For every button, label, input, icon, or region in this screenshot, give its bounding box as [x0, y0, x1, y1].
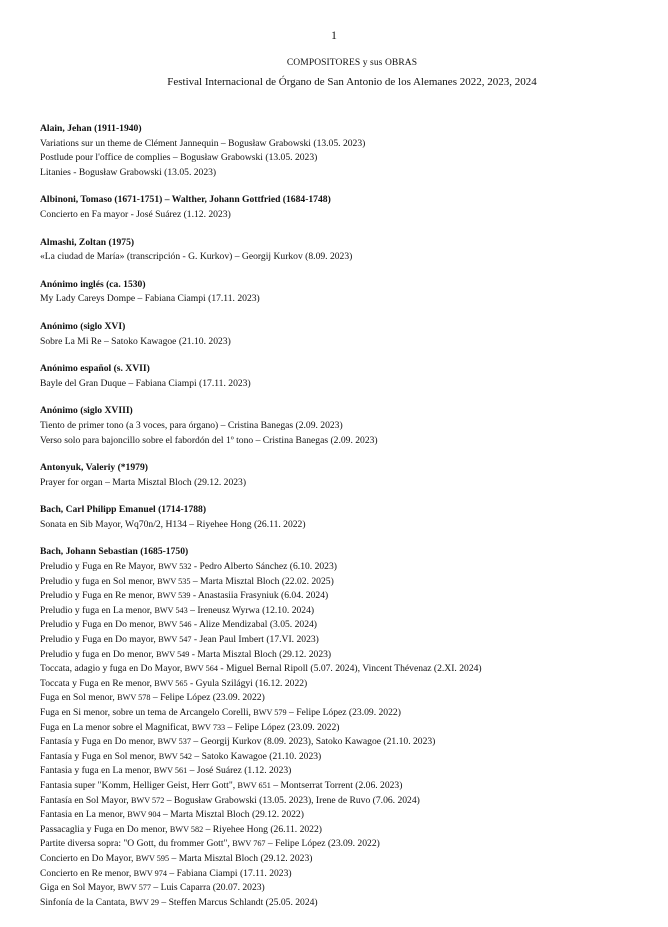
work-title: Prayer for organ – Marta Misztal Bloch (29.12. 2023)	[40, 476, 247, 488]
performer-and-date: – Felipe López (23.09. 2022)	[265, 838, 380, 850]
bwv-number: BWV 543	[154, 605, 188, 615]
work-title: Preludio y Fuga en Do mayor,	[40, 634, 159, 646]
bwv-number: BWV 595	[135, 853, 170, 863]
performer-and-date: – Riyehee Hong (26.11. 2022)	[203, 823, 322, 835]
work-title: Fantasía y Fuga en Do menor,	[40, 736, 158, 748]
work-line	[40, 476, 628, 491]
bwv-number: BWV 578	[117, 693, 151, 703]
work-line	[40, 691, 628, 706]
work-line	[40, 250, 628, 265]
work-title: Sinfonía de la Cantata,	[40, 896, 130, 908]
bwv-number: BWV 549	[156, 649, 190, 659]
work-title: Toccata, adagio y fuga en Do Mayor,	[40, 663, 185, 675]
work-title: Preludio y fuga en Do menor,	[40, 648, 157, 660]
work-title: Preludio y fuga en La menor,	[40, 604, 155, 616]
bwv-number: BWV 767	[232, 839, 266, 849]
bwv-number: BWV 579	[253, 708, 287, 717]
bwv-number: BWV 565	[154, 678, 188, 688]
composer-entry	[40, 236, 628, 265]
composer-entry	[40, 122, 628, 180]
work-title: Concierto en Re menor,	[40, 867, 134, 879]
bwv-number: BWV 539	[157, 591, 191, 601]
work-title: Preludio y Fuga en Re Mayor,	[40, 561, 159, 573]
performer-and-date: – Satoko Kawagoe (21.10. 2023)	[192, 750, 322, 762]
work-line	[40, 881, 628, 896]
performer-and-date: – Montserrat Torrent (2.06. 2023)	[270, 779, 403, 791]
work-title: Fantasía en Sol Mayor,	[40, 794, 132, 806]
work-line	[40, 419, 628, 434]
work-title: Fuga en Sol menor,	[40, 692, 118, 704]
composer-name: Alain, Jehan (1911-1940)	[40, 123, 142, 134]
performer-and-date: – José Suárez (1.12. 2023)	[187, 765, 292, 777]
document-header-subtitle: Festival Internacional de Órgano de San Antonio de los Alemanes 2022, 2023, 2024	[167, 76, 537, 88]
performer-and-date: – Marta Misztal Bloch (22.02. 2025)	[190, 575, 334, 587]
composer-entry	[40, 278, 628, 307]
work-line	[40, 677, 628, 692]
work-title: Partite diversa sopra: "O Gott, du frommer Gott",	[40, 838, 233, 850]
work-title: Fuga en La menor sobre el Magnificat,	[40, 721, 192, 733]
bwv-number: BWV 532	[158, 562, 192, 572]
work-line	[40, 292, 628, 307]
work-title: Sobre La Mi Re – Satoko Kawagoe (21.10. 2023)	[40, 335, 231, 347]
performer-and-date: – Felipe López (23.09. 2022)	[225, 721, 340, 733]
work-line	[40, 166, 628, 181]
work-title: Fantasia super "Komm, Helliger Geist, Herr Gott",	[40, 779, 238, 791]
work-line	[40, 137, 628, 152]
work-line	[40, 764, 628, 779]
composer-list	[40, 122, 628, 910]
composer-entry	[40, 362, 628, 391]
performer-and-date: – Felipe López (23.09. 2022)	[286, 707, 401, 718]
work-line	[40, 867, 628, 882]
bwv-number: BWV 561	[153, 766, 188, 776]
work-title: Toccata y Fuga en Re menor,	[40, 677, 155, 689]
work-line	[40, 377, 628, 392]
work-line	[40, 604, 628, 619]
performer-and-date: – Ireneusz Wyrwa (12.10. 2024)	[187, 604, 315, 616]
work-title: Bayle del Gran Duque – Fabiana Ciampi (17.11. 2023)	[40, 377, 251, 389]
composer-name: Anónimo inglés (ca. 1530)	[40, 278, 146, 290]
composer-entry	[40, 503, 628, 532]
work-line	[40, 823, 628, 838]
performer-and-date: – Luis Caparra (20.07. 2023)	[150, 882, 265, 894]
performer-and-date: – Marta Misztal Bloch (29.12. 2023)	[169, 852, 313, 864]
work-line	[40, 852, 628, 867]
work-title: Preludio y Fuga en Do menor,	[40, 619, 159, 631]
work-line	[40, 896, 628, 911]
page-number: 1	[331, 30, 337, 42]
work-title: Concierto en Do Mayor,	[40, 852, 136, 864]
work-line	[40, 837, 628, 852]
performer-and-date: - Pedro Alberto Sánchez (6.10. 2023)	[191, 561, 337, 573]
composer-entry	[40, 320, 628, 349]
performer-and-date: – Bogusław Grabowski (13.05. 2023), Irene de Ruvo (7.06. 2024)	[164, 794, 420, 806]
performer-and-date: – Fabiana Ciampi (17.11. 2023)	[166, 867, 292, 879]
bwv-number: BWV 537	[157, 737, 191, 747]
bwv-number: BWV 733	[191, 722, 226, 732]
performer-and-date: - Gyula Szilágyi (16.12. 2022)	[187, 677, 308, 689]
bwv-number: BWV 974	[133, 868, 167, 878]
work-title: Sonata en Sib Mayor, Wq70n/2, H134 – Riyehee Hong (26.11. 2022)	[40, 518, 306, 530]
work-title: Fantasia y fuga en La menor,	[40, 765, 154, 777]
work-title: Giga en Sol Mayor,	[40, 882, 118, 894]
composer-name: Almashi, Zoltan (1975)	[40, 236, 135, 248]
work-line	[40, 560, 628, 575]
work-title: Litanies - Bogusław Grabowski (13.05. 2023)	[40, 166, 217, 178]
work-title: Passacaglia y Fuga en Do menor,	[40, 823, 170, 835]
bwv-number: BWV 546	[158, 620, 192, 630]
work-line	[40, 575, 628, 590]
work-line	[40, 794, 628, 809]
work-line	[40, 151, 628, 166]
work-title: «La ciudad de María» (transcripción - G. Kurkov) – Georgij Kurkov (8.09. 2023)	[40, 251, 353, 263]
work-title: Fuga en Si menor, sobre un tema de Arcangelo Corelli,	[40, 707, 254, 718]
work-title: Variations sur un theme de Clément Jannequin – Bogusław Grabowski (13.05. 2023)	[40, 137, 366, 149]
work-line	[40, 662, 628, 677]
work-line	[40, 618, 628, 633]
composer-entry	[40, 545, 628, 910]
work-title: Verso solo para bajoncillo sobre el fabordón del 1º tono – Cristina Banegas (2.09. 2023)	[40, 434, 378, 446]
performer-and-date: - Miguel Bernal Ripoll (5.07. 2024), Vincent Thévenaz (2.XI. 2024)	[217, 663, 482, 675]
work-title: Concierto en Fa mayor - José Suárez (1.12. 2023)	[40, 208, 231, 220]
work-line	[40, 750, 628, 765]
work-line	[40, 518, 628, 533]
work-line	[40, 589, 628, 604]
bwv-number: BWV 564	[184, 664, 218, 674]
performer-and-date: - Anastasiia Frasyniuk (6.04. 2024)	[190, 590, 329, 602]
bwv-number: BWV 572	[131, 795, 165, 805]
document-header-title: COMPOSITORES y sus OBRAS	[286, 58, 418, 68]
composer-name: Albinoni, Tomaso (1671-1751) – Walther, Johann Gottfried (1684-1748)	[40, 194, 331, 206]
work-title: Tiento de primer tono (a 3 voces, para órgano) – Cristina Banegas (2.09. 2023)	[40, 419, 343, 431]
work-title: Preludio y fuga en Sol menor,	[40, 575, 158, 587]
composer-name: Anónimo (siglo XVI)	[40, 320, 126, 332]
composer-entry	[40, 461, 628, 490]
work-title: Fantasia en La menor,	[40, 809, 128, 821]
bwv-number: BWV 535	[157, 576, 191, 586]
performer-and-date: – Steffen Marcus Schlandt (25.05. 2024)	[159, 896, 318, 908]
bwv-number: BWV 582	[169, 824, 204, 834]
work-title: Preludio y Fuga en Re menor,	[40, 590, 158, 602]
work-line	[40, 808, 628, 823]
performer-and-date: - Marta Misztal Bloch (29.12. 2023)	[189, 648, 332, 660]
work-line	[40, 633, 628, 648]
work-line	[40, 335, 628, 350]
bwv-number: BWV 547	[158, 635, 192, 645]
composer-name: Bach, Johann Sebastian (1685-1750)	[40, 546, 189, 558]
composer-name: Anónimo español (s. XVII)	[40, 363, 150, 375]
bwv-number: BWV 29	[129, 897, 159, 907]
composer-entry	[40, 404, 628, 448]
bwv-number: BWV 651	[237, 780, 271, 790]
performer-and-date: – Felipe López (23.09. 2022)	[150, 692, 265, 704]
work-line	[40, 735, 628, 750]
composer-entry	[40, 193, 628, 222]
bwv-number: BWV 542	[158, 751, 193, 761]
work-line	[40, 434, 628, 449]
composer-name: Bach, Carl Philipp Emanuel (1714-1788)	[40, 504, 207, 516]
performer-and-date: - Alize Mendizabal (3.05. 2024)	[191, 619, 317, 631]
composer-name: Anónimo (siglo XVIII)	[40, 405, 133, 417]
work-line	[40, 706, 628, 721]
work-line	[40, 779, 628, 794]
bwv-number: BWV 577	[117, 883, 151, 893]
work-line	[40, 648, 628, 663]
work-title: My Lady Careys Dompe – Fabiana Ciampi (17.11. 2023)	[40, 293, 260, 305]
performer-and-date: – Marta Misztal Bloch (29.12. 2022)	[160, 809, 304, 821]
composer-name: Antonyuk, Valeriy (*1979)	[40, 462, 148, 474]
work-line	[40, 721, 628, 736]
work-title: Postlude pour l'office de complies – Bogusław Grabowski (13.05. 2023)	[40, 152, 318, 164]
bwv-number: BWV 904	[127, 810, 161, 820]
work-line	[40, 208, 628, 223]
work-title: Fantasía y Fuga en Sol menor,	[40, 750, 159, 762]
performer-and-date: - Jean Paul Imbert (17.VI. 2023)	[191, 634, 319, 646]
performer-and-date: – Georgij Kurkov (8.09. 2023), Satoko Kawagoe (21.10. 2023)	[190, 736, 436, 748]
